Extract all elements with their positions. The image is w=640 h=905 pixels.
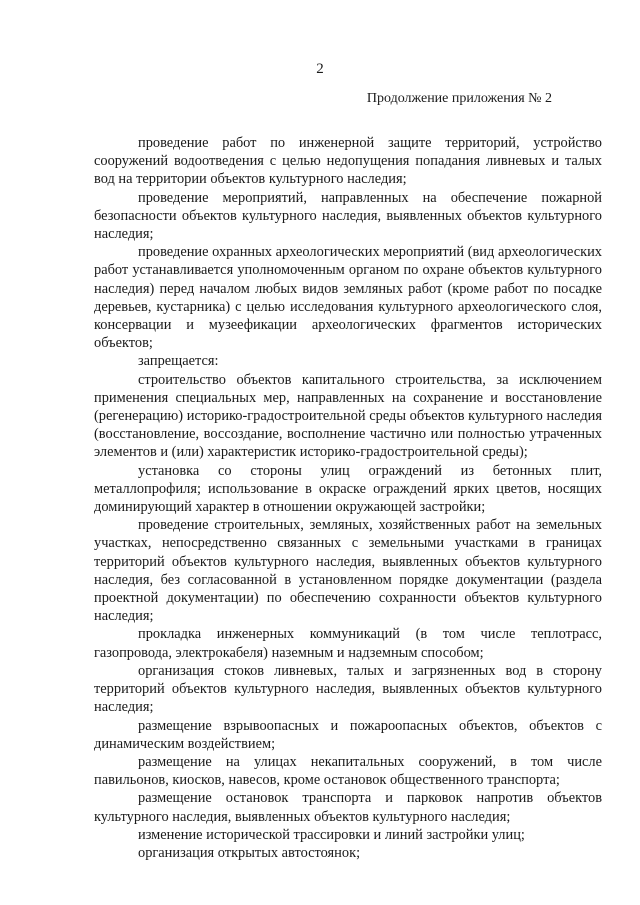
paragraph: организация стоков ливневых, талых и загрязненных вод в сторону территорий объектов культурного наследия, выявленных объектов культурного наследия;: [94, 662, 602, 716]
paragraph: проведение строительных, земляных, хозяйственных работ на земельных участках, непосредственно связанных с земельными участками в границах территорий объектов культурного наследия, выявленных объектов культурного наследия, без согласованной в установленном порядке документации (раздела проектной документации) по обеспечению сохранности объектов культурного наследия;: [94, 517, 602, 625]
paragraph: проведение мероприятий, направленных на обеспечение пожарной безопасности объектов культурного наследия, выявленных объектов культурного наследия;: [94, 189, 602, 243]
paragraph: установка со стороны улиц ограждений из бетонных плит, металлопрофиля; использование в окраске ограждений ярких цветов, носящих доминирующий характер в отношении окружающей застройки;: [94, 462, 602, 516]
paragraph-heading: запрещается:: [138, 353, 219, 370]
paragraph: прокладка инженерных коммуникаций (в том числе теплотрасс, газопровода, электрокабеля) наземным и надземным способом;: [94, 626, 602, 661]
paragraph: размещение остановок транспорта и парковок напротив объектов культурного наследия, выявленных объектов культурного наследия;: [94, 790, 602, 825]
document-body: [94, 134, 602, 862]
paragraph: проведение работ по инженерной защите территорий, устройство сооружений водоотведения с целью недопущения попадания ливневых и талых вод на территории объектов культурного наследия;: [94, 135, 602, 188]
page-number: 2: [316, 61, 324, 77]
paragraph: изменение исторической трассировки и линий застройки улиц;: [138, 826, 525, 843]
appendix-continuation-label: Продолжение приложения № 2: [366, 91, 552, 106]
paragraph: проведение охранных археологических мероприятий (вид археологических работ устанавливается уполномоченным органом по охране объектов культурного наследия) перед началом любых видов земляных работ (кроме работ по посадке деревьев, кустарника) с целью исследования культурного археологического слоя, консервации и музеефикации археологических фрагментов исторических объектов;: [94, 244, 602, 352]
paragraph: размещение взрывоопасных и пожароопасных объектов, объектов с динамическим воздействием;: [94, 717, 602, 752]
paragraph: строительство объектов капитального строительства, за исключением применения специальных мер, направленных на сохранение и восстановление (регенерацию) историко-градостроительной среды объектов культурного наследия (восстановление, воссоздание, восполнение частично или полностью утраченных элементов и (или) характеристик историко-градостроительной среды);: [94, 371, 602, 461]
paragraph: организация открытых автостоянок;: [138, 844, 361, 861]
paragraph: размещение на улицах некапитальных сооружений, в том числе павильонов, киосков, навесов, кроме остановок общественного транспорта;: [94, 753, 602, 789]
